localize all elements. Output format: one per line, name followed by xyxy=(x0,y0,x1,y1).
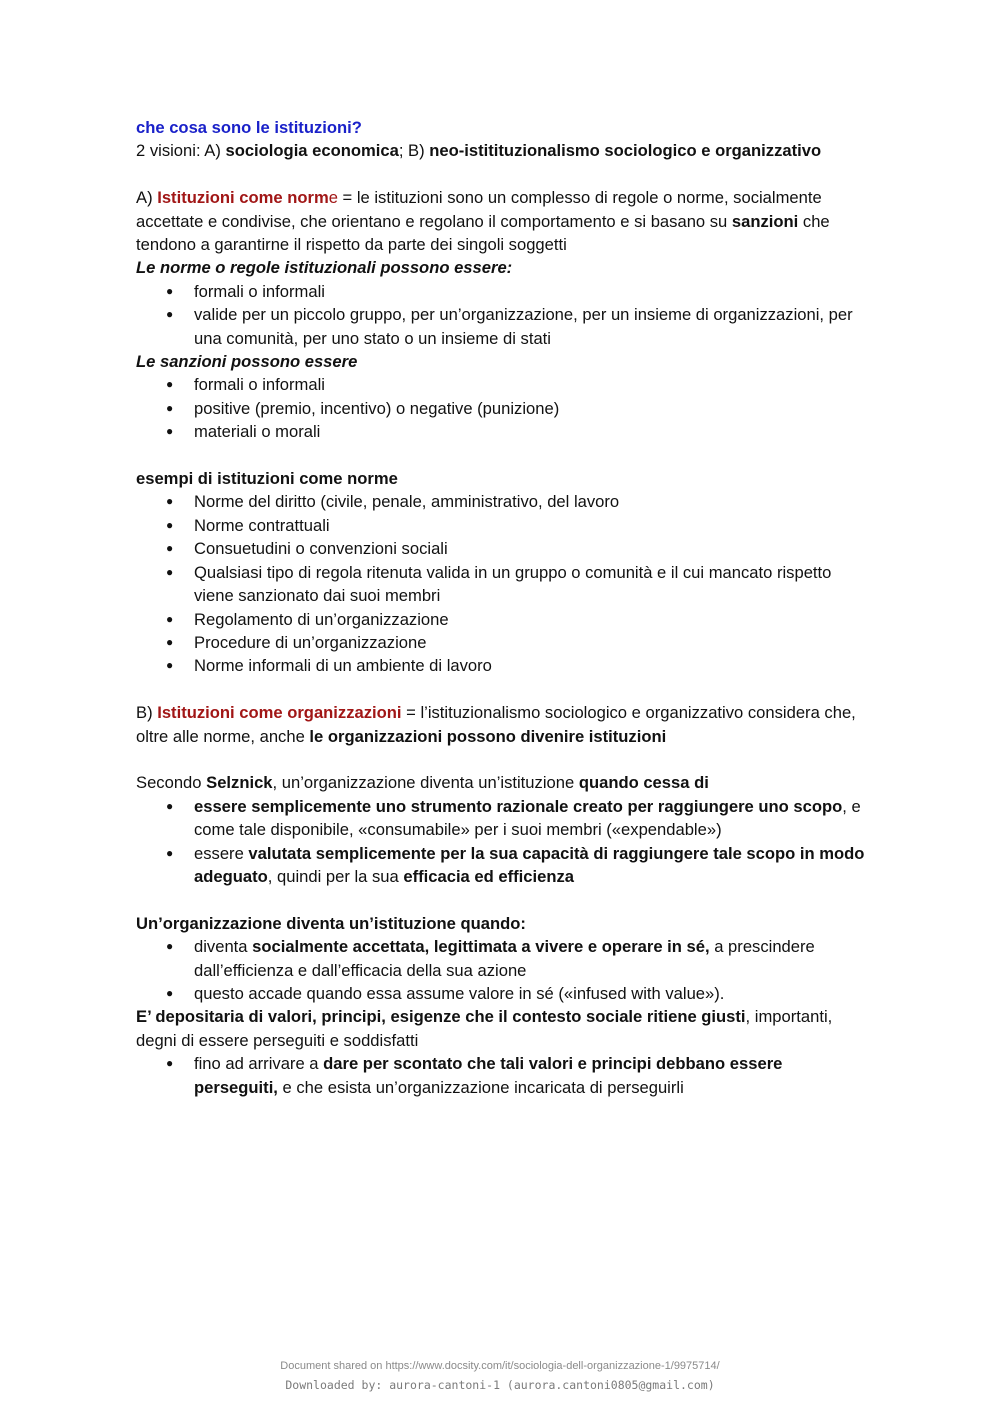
sanctions-heading: Le sanzioni possono essere xyxy=(136,352,358,372)
list-item: ● essere valutata semplicemente per la sua capacità di raggiungere tale scopo in modo adeguato, quindi per la sua efficacia ed efficienza xyxy=(136,842,866,889)
list-item: ● essere semplicemente uno strumento razionale creato per raggiungere uno scopo, e come tale disponibile, «consumabile» per i suoi membri («expendable») xyxy=(136,795,866,842)
examples-list xyxy=(136,490,866,677)
norms-list xyxy=(136,280,866,350)
list-item: ● Qualsiasi tipo di regola ritenuta valida in un gruppo o comunità e il cui mancato rispetto viene sanzionato dai suoi membri xyxy=(136,561,866,608)
list-item: ● Norme informali di un ambiente di lavoro xyxy=(136,654,866,677)
when-list xyxy=(136,935,866,1005)
list-item: ● formali o informali xyxy=(136,280,866,303)
norms-heading: Le norme o regole istituzionali possono essere: xyxy=(136,258,513,278)
list-item: ● Regolamento di un’organizzazione xyxy=(136,608,866,631)
list-item: ● Procedure di un’organizzazione xyxy=(136,631,866,654)
when-heading: Un’organizzazione diventa un’istituzione quando: xyxy=(136,913,526,933)
intro-paragraph: 2 visioni: A) sociologia economica; B) neo-istitituzionalismo sociologico e organizzativo xyxy=(136,141,822,161)
list-item: ● valide per un piccolo gruppo, per un’organizzazione, per un insieme di organizzazioni, per una comunità, per uno stato o un insieme di stati xyxy=(136,303,866,350)
list-item: ● Consuetudini o convenzioni sociali xyxy=(136,537,866,560)
document-title: che cosa sono le istituzioni? xyxy=(136,118,362,137)
examples-heading: esempi di istituzioni come norme xyxy=(136,469,398,489)
section-b-definition: B) Istituzioni come organizzazioni = l’istituzionalismo sociologico e organizzativo considera che, oltre alle norme, anche le organizzazioni possono divenire istituzioni xyxy=(136,703,856,746)
selznick-list xyxy=(136,795,866,889)
section-a-definition: A) Istituzioni come norme = le istituzioni sono un complesso di regole o norme, socialmente accettate e condivise, che orientano e regolano il comportamento e si basano su sanzioni che tendono a garantirne il rispetto da parte dei singoli soggetti xyxy=(136,188,830,255)
list-item: ● diventa socialmente accettata, legittimata a vivere e operare in sé, a prescindere dall’efficienza e dall’efficacia della sua azione xyxy=(136,935,866,982)
list-item: ● Norme contrattuali xyxy=(136,514,866,537)
footer-shared-link: Document shared on https://www.docsity.com/it/sociologia-dell-organizzazione-1/9975714/ xyxy=(280,1360,720,1372)
list-item: ● Norme del diritto (civile, penale, amministrativo, del lavoro xyxy=(136,490,866,513)
list-item: ● formali o informali xyxy=(136,373,866,396)
values-list xyxy=(136,1052,866,1099)
sanctions-list xyxy=(136,373,866,443)
list-item: ● fino ad arrivare a dare per scontato che tali valori e principi debbano essere perseguiti, e che esista un’organizzazione incaricata di perseguirli xyxy=(136,1052,866,1099)
values-paragraph: E’ depositaria di valori, principi, esigenze che il contesto sociale ritiene giusti, importanti, degni di essere perseguiti e soddisfatti xyxy=(136,1007,833,1050)
selznick-paragraph: Secondo Selznick, un’organizzazione diventa un’istituzione quando cessa di xyxy=(136,773,709,793)
list-item: ● positive (premio, incentivo) o negative (punizione) xyxy=(136,397,866,420)
list-item: ● questo accade quando essa assume valore in sé («infused with value»). xyxy=(136,982,866,1005)
list-item: ● materiali o morali xyxy=(136,420,866,443)
footer-downloaded-by: Downloaded by: aurora-cantoni-1 (aurora.cantoni0805@gmail.com) xyxy=(285,1378,715,1392)
document-body xyxy=(136,116,866,1099)
